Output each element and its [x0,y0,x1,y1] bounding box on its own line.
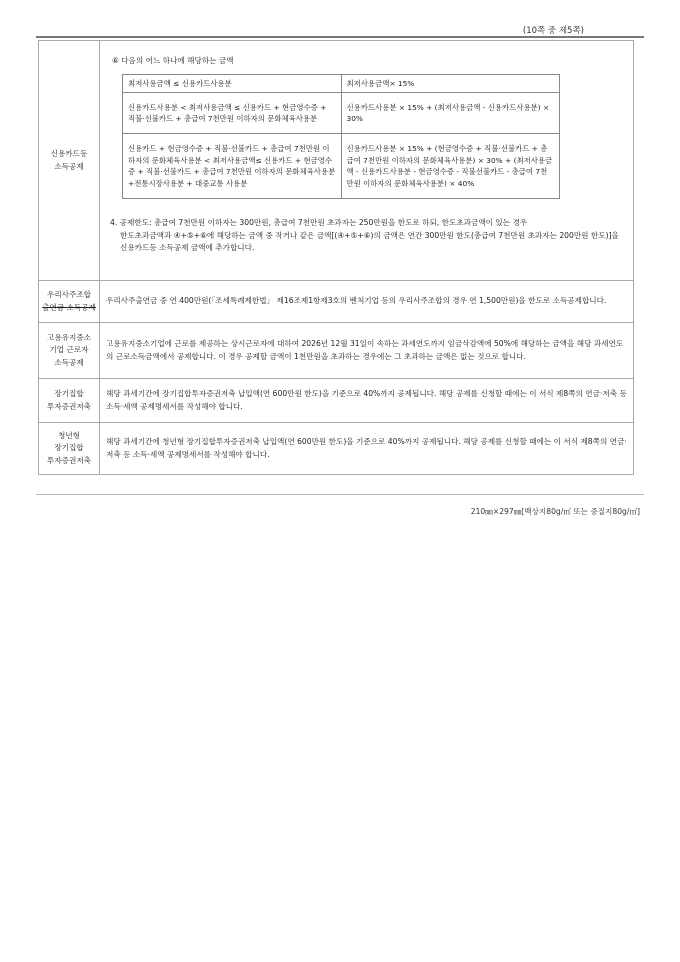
inner-row [123,134,560,199]
row-youth-fund [39,423,634,475]
bottom-rule [36,494,644,495]
limit-line-2: 한도초과금액과 ④+⑤+⑥에 해당하는 금액 중 작거나 같은 금액[(④+⑤+⑥)의 금액은 연간 300만원 한도(총급여 7천만원 초과자는 200만원 한도)]을 신용카드등 소득공제 금액에 추가합니다. [120,230,619,252]
label-line: 청년형 [57,430,80,440]
deduction-table [38,40,634,475]
inner-cell: 최저사용금액 ≤ 신용카드사용분 [123,74,342,93]
row-content-long-term-fund: 해당 과세기간에 장기집합투자증권저축 납입액(연 600만원 한도)을 기준으로 40%까지 공제됩니다. 해당 공제를 신청할 때에는 이 서식 제8쪽의 연금·저축 등 소득·세액 공제명세서를 작성해야 합니다. [100,379,634,423]
label-line: 소득공제 [54,357,84,367]
inner-row [123,93,560,134]
label-line: 신용카드등 [50,149,88,158]
inner-cell: 신용카드사용분 × 15% + (최저사용금액 - 신용카드사용분) × 30% [341,93,560,134]
row-content-youth-fund: 해당 과세기간에 청년형 장기집합투자증권저축 납입액(연 600만원 한도)을 기준으로 40%까지 공제됩니다. 해당 공제를 신청할 때에는 이 서식 제8쪽의 연금·저축 등 소득·세액 공제명세서를 작성해야 합니다. [100,423,634,475]
row-content-esop: 우리사주출연금 중 연 400만원(「조세특례제한법」 제16조제1항제3호의 벤처기업 등의 우리사주조합의 경우 연 1,500만원)을 한도로 소득공제합니다. [100,281,634,323]
row-label-credit-card [39,41,100,281]
inner-row [123,74,560,93]
row-label-long-term-fund [39,379,100,423]
row-content-credit-card [100,41,634,281]
minimum-usage-table [122,74,560,200]
inner-cell: 신용카드사용분 < 최저사용금액 ≤ 신용카드 + 현금영수증 + 직불·선불카드 + 총급여 7천만원 이하자의 문화체육사용분 [123,93,342,134]
inner-cell: 신용카드사용분 × 15% + (현금영수증 + 직불·선불카드 + 총급여 7천만원 이하자의 문화체육사용분) × 30% + (최저사용금액 - 신용카드사용분 - 현금영수증 - 직불선불카드 - 총급여 7천만원 이하자의 문화체육사용분) × 40% [341,134,560,199]
label-line: 장기집합 [54,443,84,453]
label-line: 고용유지중소 [46,332,91,342]
paper-spec: 210㎜×297㎜[백상지80g/㎡ 또는 중질지80g/㎡] [470,507,640,516]
label-line: 소득공제 [54,161,84,171]
page-indicator: (10쪽 중 제5쪽) [522,26,584,36]
label-line: 투자증권저축 [46,455,91,465]
label-line: 기업 근로자 [49,345,89,355]
row-esop [39,281,634,323]
row-sme-employee [39,323,634,379]
label-line: 투자증권저축 [46,401,91,411]
inner-cell: 최저사용금액× 15% [341,74,560,93]
inner-cell: 신용카드 + 현금영수증 + 직불·선불카드 + 총급여 7천만원 이하자의 문화체육사용분 < 최저사용금액≤ 신용카드 + 현금영수증 + 직불·선불카드 + 총급여 7천만원 이하자의 문화체육사용분 +전통시장사용분 + 대중교통 사용분 [123,134,342,199]
limit-paragraph [106,217,627,255]
row-content-sme-employee: 고용유지중소기업에 근로를 제공하는 상시근로자에 대하여 2026년 12월 31일이 속하는 과세연도까지 임금삭감액에 50%에 해당하는 금액을 해당 과세연도의 근로소득금액에서 공제합니다. 이 경우 공제할 금액이 1천만원을 초과하는 경우에는 그 초과하는 금액은 없는 것으로 합니다. [100,323,634,379]
row-label-esop [39,281,100,323]
row-credit-card [39,41,634,281]
row-label-sme-employee [39,323,100,379]
label-line: 출연금 소득공제 [42,302,96,312]
row-label-youth-fund [39,423,100,475]
label-line: 장기집합 [54,389,84,398]
limit-line-1: 4. 공제한도: 총급여 7천만원 이하자는 300만원, 총급여 7천만원 초과자는 250만원을 한도로 하되, 한도초과금액이 있는 경우 [110,218,528,227]
label-line: 우리사주조합 [46,290,91,299]
row-long-term-fund [39,379,634,423]
top-rule [36,36,644,38]
item6-text: ⑥ 다음의 어느 하나에 해당하는 금액 [112,56,234,65]
